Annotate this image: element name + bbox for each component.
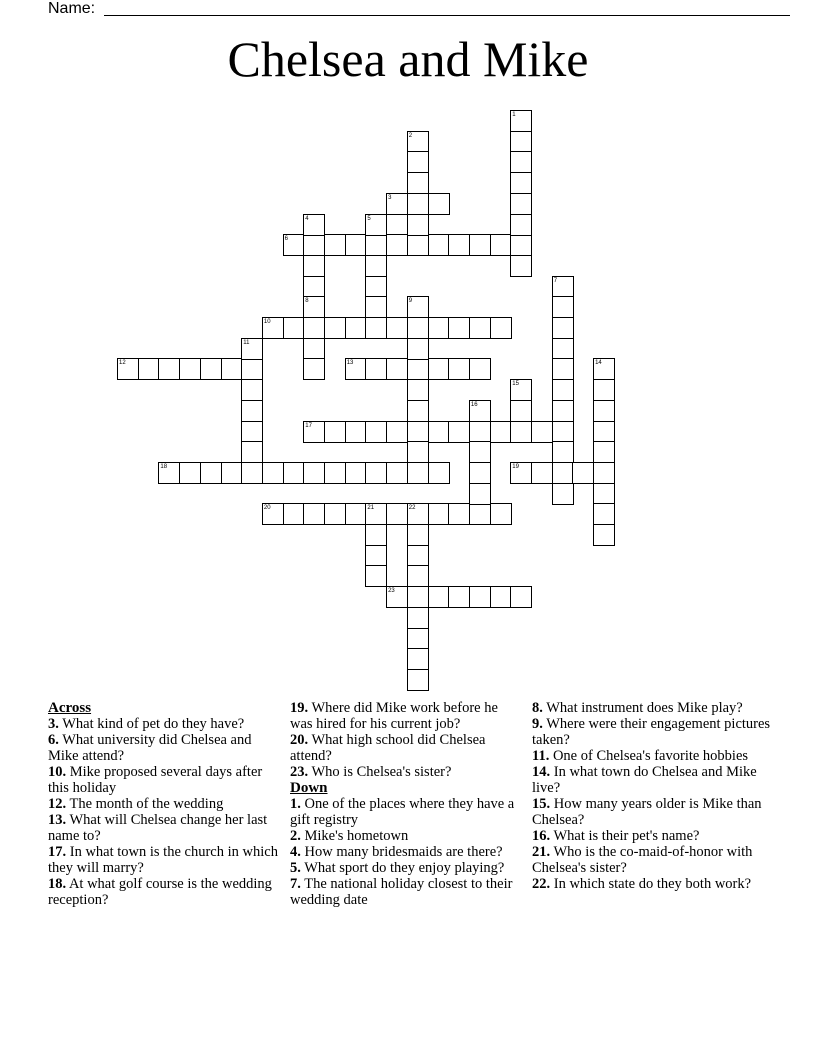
clue-item [532,716,772,748]
grid-cell[interactable] [303,358,325,380]
clue-text: What high school did Chelsea attend? [290,732,486,764]
grid-cell[interactable] [593,421,615,443]
clue-number: 21. [532,844,551,860]
clue-text: In what town do Chelsea and Mike live? [532,764,757,796]
grid-cell[interactable] [469,358,491,380]
grid-cell[interactable] [303,338,325,360]
grid-cell[interactable] [490,503,512,525]
clue-number-17: 17 [305,422,312,429]
grid-cell[interactable] [407,151,429,173]
grid-cell[interactable] [490,586,512,608]
clue-number-7: 7 [553,277,558,284]
name-label: Name: [48,0,96,17]
clue-number: 8. [532,700,543,716]
grid-cell[interactable] [407,358,429,380]
clue-number-6: 6 [284,236,288,243]
grid-cell[interactable] [552,317,574,339]
clue-text: What is their pet's name? [550,828,700,844]
clue-number-21: 21 [367,505,375,512]
grid-cell[interactable] [407,648,429,670]
grid-cell[interactable] [428,234,450,256]
clue-number: 7. [290,876,301,892]
clue-text: What sport do they enjoy playing? [300,860,505,876]
grid-cell[interactable] [469,586,491,608]
grid-cell[interactable] [221,462,243,484]
grid-cell[interactable] [345,317,367,339]
grid-cell[interactable] [324,317,346,339]
grid-cell[interactable] [324,462,346,484]
grid-cell[interactable] [241,400,263,422]
grid-cell[interactable] [345,503,367,525]
clue-number: 1. [290,796,301,812]
clue-number-2: 2 [408,132,413,139]
grid-cell[interactable] [469,317,491,339]
grid-cell[interactable] [407,379,429,401]
grid-cell[interactable] [407,545,429,567]
grid-cell[interactable] [552,462,574,484]
grid-cell[interactable] [386,462,408,484]
clue-item [48,876,278,908]
grid-cell[interactable] [283,317,305,339]
clue-item [532,764,772,796]
grid-cell[interactable] [200,358,222,380]
grid-cell[interactable] [448,317,470,339]
grid-cell[interactable] [407,462,429,484]
clue-item [290,876,520,908]
grid-cell[interactable] [324,234,346,256]
clue-number-11: 11 [243,339,250,346]
clue-number-22: 22 [408,505,416,512]
clue-item [290,828,520,844]
grid-cell[interactable] [241,441,263,463]
clue-item [532,828,772,844]
clue-number: 23. [290,764,309,780]
grid-cell[interactable] [448,421,470,443]
clue-text: How many years older is Mike than Chelsea? [532,796,762,828]
grid-cell[interactable] [428,317,450,339]
grid-cell[interactable] [428,358,450,380]
grid-cell[interactable] [407,214,429,236]
grid-cell[interactable] [179,462,201,484]
grid-cell[interactable] [386,503,408,525]
clue-number-12: 12 [119,360,126,367]
grid-cell[interactable] [365,317,387,339]
grid-cell[interactable] [365,565,387,587]
clue-text: Mike's hometown [300,828,409,844]
clue-number: 11. [532,748,550,764]
grid-cell[interactable] [200,462,222,484]
grid-cell[interactable] [158,358,180,380]
grid-cell[interactable] [428,586,450,608]
grid-cell[interactable] [552,421,574,443]
grid-cell[interactable] [531,421,553,443]
clue-number: 14. [532,764,551,780]
clue-number: 17. [48,844,67,860]
clue-number-15: 15 [512,381,519,388]
grid-cell[interactable] [365,462,387,484]
grid-cell[interactable] [510,151,532,173]
grid-cell[interactable] [510,193,532,215]
clues-column-2 [290,700,520,908]
clue-item [532,844,772,876]
clue-text: In what town is the church in which they will marry? [48,844,278,876]
grid-cell[interactable] [510,131,532,153]
clue-number: 9. [532,716,543,732]
grid-cell[interactable] [365,545,387,567]
clue-text: One of the places where they have a gift registry [290,796,515,828]
clue-number-14: 14 [595,360,602,367]
grid-cell[interactable] [241,358,263,380]
clue-text: Where were their engagement pictures taken? [532,716,771,748]
clue-item [290,796,520,828]
grid-cell[interactable] [448,234,470,256]
grid-cell[interactable] [448,586,470,608]
grid-cell[interactable] [407,421,429,443]
grid-cell[interactable] [490,234,512,256]
grid-cell[interactable] [407,607,429,629]
clue-number-3: 3 [388,194,392,201]
clue-number: 3. [48,716,59,732]
grid-cell[interactable] [386,358,408,380]
grid-cell[interactable] [448,358,470,380]
grid-cell[interactable] [241,462,263,484]
grid-cell[interactable] [510,586,532,608]
clue-item [48,844,278,876]
grid-cell[interactable] [283,462,305,484]
grid-cell[interactable] [386,421,408,443]
grid-cell[interactable] [324,421,346,443]
grid-cell[interactable] [345,462,367,484]
grid-cell[interactable] [469,483,491,505]
grid-cell[interactable] [469,462,491,484]
clue-item [48,764,278,796]
grid-cell[interactable] [552,358,574,380]
clue-item [532,796,772,828]
grid-cell[interactable] [407,234,429,256]
clue-item [532,876,772,892]
clue-number: 12. [48,796,67,812]
grid-cell[interactable] [386,234,408,256]
clue-text: What instrument does Mike play? [542,700,743,716]
grid-cell[interactable] [303,276,325,298]
clue-text: What will Chelsea change her last name to? [48,812,268,844]
clue-item [48,796,278,812]
grid-cell[interactable] [407,441,429,463]
clue-number-13: 13 [346,360,354,367]
clue-number-5: 5 [367,215,371,222]
grid-cell[interactable] [469,234,491,256]
grid-cell[interactable] [283,503,305,525]
grid-cell[interactable] [593,483,615,505]
grid-cell[interactable] [428,193,450,215]
clue-item [532,700,772,716]
clue-item [290,844,520,860]
clue-number: 10. [48,764,67,780]
grid-cell[interactable] [510,255,532,277]
grid-cell[interactable] [407,565,429,587]
grid-cell[interactable] [365,358,387,380]
grid-cell[interactable] [490,317,512,339]
clue-item [48,812,278,844]
grid-cell[interactable] [241,379,263,401]
clue-number: 19. [290,700,309,716]
grid-cell[interactable] [428,503,450,525]
clue-item [290,700,520,732]
grid-cell[interactable] [510,234,532,256]
grid-cell[interactable] [365,255,387,277]
grid-cell[interactable] [303,234,325,256]
grid-cell[interactable] [510,172,532,194]
grid-cell[interactable] [365,296,387,318]
clue-number-18: 18 [160,463,168,470]
clue-item [48,716,278,732]
clue-number: 16. [532,828,551,844]
grid-cell[interactable] [428,462,450,484]
grid-cell[interactable] [510,421,532,443]
clue-text: What kind of pet do they have? [58,716,245,732]
grid-cell[interactable] [407,628,429,650]
grid-cell[interactable] [365,421,387,443]
clue-item [290,764,520,780]
clue-text: How many bridesmaids are there? [300,844,503,860]
grid-cell[interactable] [510,214,532,236]
grid-cell[interactable] [221,358,243,380]
clue-number-1: 1 [512,112,516,118]
grid-cell[interactable] [407,669,429,691]
grid-cell[interactable] [552,483,574,505]
clue-number-16: 16 [470,401,478,408]
clue-number: 6. [48,732,59,748]
grid-cell[interactable] [469,503,491,525]
clue-number-23: 23 [388,588,395,595]
page-title: Chelsea and Mike [227,31,589,87]
grid-cell[interactable] [262,462,284,484]
grid-cell[interactable] [241,421,263,443]
grid-cell[interactable] [593,503,615,525]
clue-text: What university did Chelsea and Mike attend? [48,732,252,764]
grid-cell[interactable] [469,421,491,443]
grid-cell[interactable] [407,586,429,608]
clue-item [48,732,278,764]
grid-cell[interactable] [303,255,325,277]
clue-number-4: 4 [305,215,309,222]
clue-text: In which state do they both work? [550,876,752,892]
clue-number-10: 10 [263,319,271,325]
grid-cell[interactable] [386,317,408,339]
grid-cell[interactable] [552,441,574,463]
grid-cell[interactable] [324,503,346,525]
grid-cell[interactable] [490,421,512,443]
grid-cell[interactable] [593,400,615,422]
grid-cell[interactable] [303,503,325,525]
grid-cell[interactable] [593,441,615,463]
grid-cell[interactable] [593,462,615,484]
clue-number: 2. [290,828,301,844]
grid-cell[interactable] [552,379,574,401]
clue-text: The national holiday closest to their wedding date [290,876,513,908]
grid-cell[interactable] [407,193,429,215]
grid-cell[interactable] [407,524,429,546]
grid-cell[interactable] [345,421,367,443]
clue-number-19: 19 [512,463,519,470]
clue-number: 18. [48,876,67,892]
grid-cell[interactable] [552,338,574,360]
grid-cell[interactable] [552,296,574,318]
clue-number: 13. [48,812,67,828]
grid-cell[interactable] [138,358,160,380]
grid-cell[interactable] [552,400,574,422]
down-heading: Down [290,780,328,796]
grid-cell[interactable] [365,524,387,546]
grid-cell[interactable] [179,358,201,380]
grid-cell[interactable] [407,317,429,339]
grid-cell[interactable] [407,172,429,194]
grid-cell[interactable] [510,400,532,422]
clues-column-3 [532,700,772,892]
grid-cell[interactable] [593,379,615,401]
grid-cell[interactable] [303,317,325,339]
clue-text: Mike proposed several days after this holiday [48,764,263,796]
clue-number: 20. [290,732,309,748]
grid-cell[interactable] [469,441,491,463]
clue-number: 15. [532,796,551,812]
clue-number-20: 20 [263,505,271,512]
clue-text: The month of the wedding [66,796,224,812]
clues-column-1 [48,700,278,908]
grid-cell[interactable] [365,276,387,298]
clue-number-9: 9 [408,298,413,305]
grid-cell[interactable] [572,462,594,484]
clue-text: Who is the co-maid-of-honor with Chelsea's sister? [532,844,753,876]
clue-text: Who is Chelsea's sister? [308,764,452,780]
clue-number: 4. [290,844,301,860]
clue-item [290,860,520,876]
clue-text: Where did Mike work before he was hired for his current job? [290,700,498,732]
clue-number: 22. [532,876,551,892]
clue-text: One of Chelsea's favorite hobbies [549,748,749,764]
grid-cell[interactable] [407,400,429,422]
grid-cell[interactable] [303,462,325,484]
grid-cell[interactable] [448,503,470,525]
clue-text: At what golf course is the wedding reception? [48,876,272,908]
grid-cell[interactable] [365,234,387,256]
grid-cell[interactable] [345,234,367,256]
grid-cell[interactable] [593,524,615,546]
grid-cell[interactable] [407,338,429,360]
clue-item [532,748,772,764]
clue-number-8: 8 [305,298,309,305]
clue-number: 5. [290,860,301,876]
across-heading: Across [48,700,92,716]
grid-cell[interactable] [428,421,450,443]
grid-cell[interactable] [531,462,553,484]
clue-item [290,732,520,764]
